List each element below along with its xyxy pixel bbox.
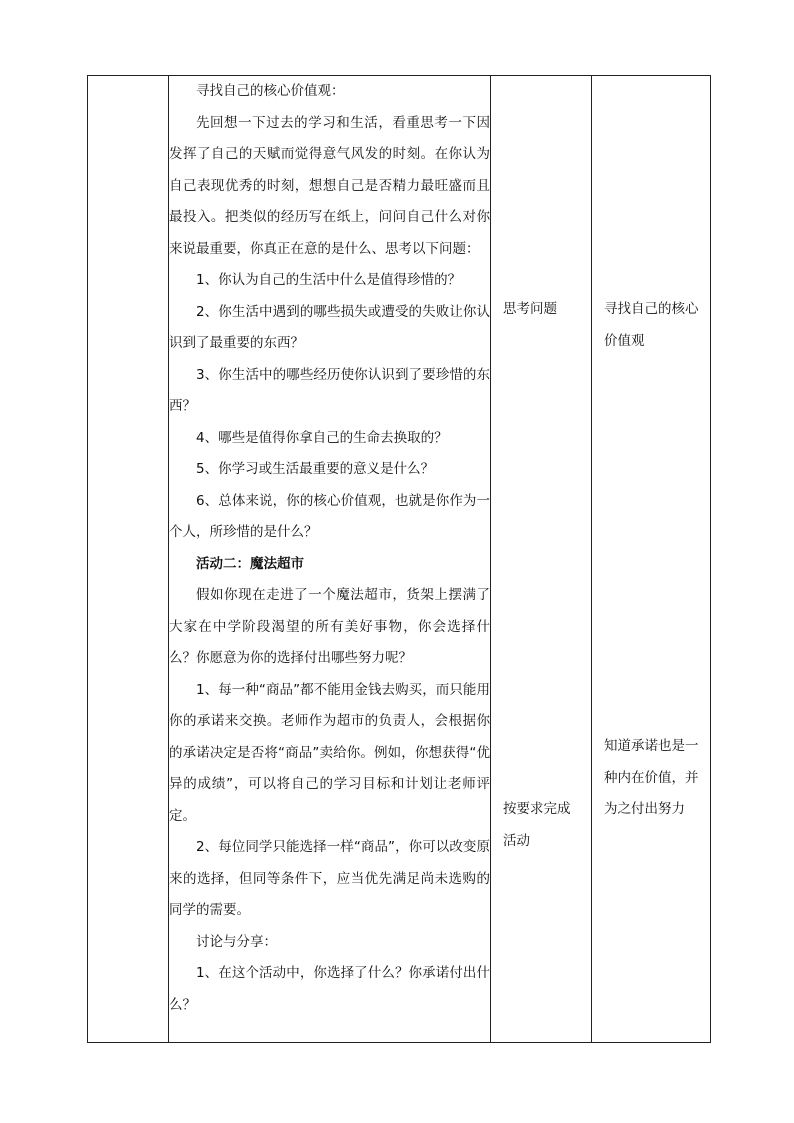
activity-heading: 活动二：魔法超市 <box>196 555 304 572</box>
table-row <box>88 76 711 1043</box>
design-intent-cell <box>592 76 711 1043</box>
lesson-paragraph: 假如你现在走进了一个魔法超市，货架上摆满了大家在中学阶段渴望的所有美好事物，你会选择什么？你愿意为你的选择付出哪些努力呢？ <box>169 587 490 666</box>
lesson-paragraph: 1、每一种“商品”都不能用金钱去购买，而只能用你的承诺来交换。老师作为超市的负责人，会根据你的承诺决定是否将“商品”卖给你。例如，你想获得“优异的成绩”，可以将自己的学习目标和计划让老师评定。 <box>169 681 490 824</box>
blank-column-cell <box>88 76 169 1043</box>
lesson-paragraph: 2、每位同学只能选择一样“商品”，你可以改变原来的选择，但同等条件下，应当优先满足尚未选购的同学的需要。 <box>169 839 490 918</box>
lesson-paragraph: 1、你认为自己的生活中什么是值得珍惜的？ <box>196 272 462 288</box>
design-intent-values: 寻找自己的核心价值观 <box>604 301 699 349</box>
lesson-paragraph: 6、总体来说，你的核心价值观，也就是你作为一个人，所珍惜的是什么？ <box>169 492 490 540</box>
lesson-paragraph: 5、你学习或生活最重要的意义是什么？ <box>196 461 435 477</box>
teaching-content-cell <box>169 76 491 1043</box>
lesson-paragraph: 寻找自己的核心价值观： <box>196 83 345 99</box>
student-activity-complete: 按要求完成活动 <box>503 801 571 849</box>
student-activity-think: 思考问题 <box>503 301 557 317</box>
lesson-paragraph: 先回想一下过去的学习和生活，看重思考一下因发挥了自己的天赋而觉得意气风发的时刻。在你认为自己表现优秀的时刻，想想自己是否精力最旺盛而且最投入。把类似的经历写在纸上，问问自己什么对你来说最重要，你真正在意的是什么、思考以下问题： <box>169 114 490 257</box>
lesson-plan-table <box>87 75 711 1043</box>
lesson-paragraph: 3、你生活中的哪些经历使你认识到了要珍惜的东西？ <box>169 366 490 414</box>
lesson-paragraph: 1、在这个活动中，你选择了什么？你承诺付出什么？ <box>169 965 490 1013</box>
design-intent-commitment: 知道承诺也是一种内在价值，并为之付出努力 <box>604 738 699 817</box>
lesson-paragraph: 2、你生活中遇到的哪些损失或遭受的失败让你认识到了最重要的东西？ <box>169 303 490 351</box>
lesson-paragraph: 4、哪些是值得你拿自己的生命去换取的？ <box>196 429 448 446</box>
student-activity-cell <box>491 76 592 1043</box>
lesson-paragraph: 讨论与分享： <box>196 933 277 950</box>
lesson-content <box>169 76 490 1021</box>
